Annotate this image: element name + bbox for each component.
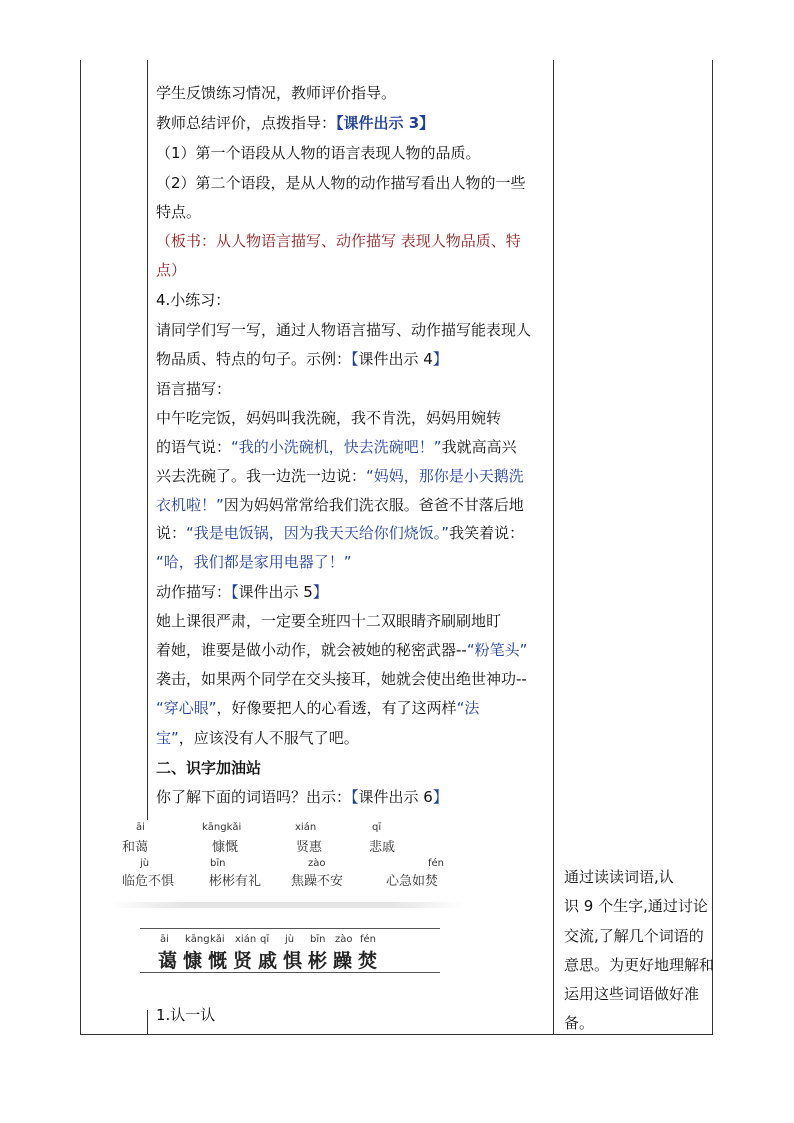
text-line <box>156 669 527 689</box>
char-pinyin: zào <box>335 934 353 945</box>
text-segment: 着她，谁要是做小动作，就会被她的秘密武器-- <box>156 641 467 659</box>
text-segment: 语言描写： <box>156 380 232 398</box>
new-character: 戚 <box>258 950 278 972</box>
text-segment: 【 <box>351 350 359 368</box>
char-strip-bottom-rule <box>140 972 440 973</box>
pinyin-label: kāngkǎi <box>202 822 242 833</box>
new-character: 焚 <box>358 950 378 972</box>
char-pinyin: xián <box>235 934 257 945</box>
text-segment: ，好像要把人的心看透，有了这两样 <box>216 699 457 717</box>
text-line <box>156 202 201 222</box>
new-character: 惧 <box>283 950 303 972</box>
pinyin-label: zào <box>308 858 326 869</box>
text-line <box>156 349 448 369</box>
text-segment: （板书：从人物语言描写、动作描写 表现人物品质、特 <box>156 232 521 250</box>
text-segment: 4.小练习： <box>156 291 231 309</box>
text-segment: 【 <box>231 583 239 601</box>
pinyin-label: xián <box>295 822 317 833</box>
char-pinyin: kǎi <box>210 934 225 945</box>
text-segment: （2）第二个语段，是从人物的动作描写看出人物的一些 <box>156 174 526 192</box>
vocabulary-word: 焦躁不安 <box>291 874 344 889</box>
text-line <box>156 408 501 428</box>
char-pinyin: kāng <box>185 934 210 945</box>
pinyin-label: bīn <box>210 858 226 869</box>
table-border-right <box>712 60 713 1035</box>
design-intent-line: 通过读读词语,认 <box>564 868 674 886</box>
text-line <box>156 640 527 660</box>
vocabulary-divider <box>110 902 465 908</box>
text-line <box>156 113 434 133</box>
text-line <box>156 231 521 251</box>
design-intent-line: 识 9 个生字,通过讨论 <box>564 897 708 915</box>
text-segment: 说： <box>156 524 187 542</box>
text-segment: 袭击，如果两个同学在交头接耳，她就会使出绝世神功-- <box>156 670 527 688</box>
text-line <box>156 552 352 572</box>
text-segment: 的语气说： <box>156 438 232 456</box>
text-line <box>156 83 396 103</box>
text-segment: “法 <box>456 699 480 717</box>
text-line <box>156 260 186 280</box>
text-line <box>156 495 524 515</box>
new-character: 蔼 <box>158 950 178 972</box>
vocabulary-word: 心急如焚 <box>386 874 439 889</box>
recognize-heading: 1.认一认 <box>156 1006 216 1024</box>
vocabulary-image <box>110 820 465 1010</box>
text-segment: 物品质、特点的句子。示例： <box>156 350 352 368</box>
text-segment: 中午吃完饭，妈妈叫我洗碗，我不肯洗，妈妈用婉转 <box>156 409 502 427</box>
text-segment: 学生反馈练习情况，教师评价指导。 <box>156 84 397 102</box>
text-segment: 课件出示 5 <box>238 583 313 601</box>
new-character: 彬 <box>308 950 328 972</box>
vocabulary-word: 临危不惧 <box>122 874 175 889</box>
char-strip-top-rule <box>140 928 440 929</box>
text-segment: “粉笔头” <box>466 641 528 659</box>
lesson-table <box>80 60 713 1035</box>
vocabulary-word: 慷慨 <box>212 840 239 855</box>
design-intent-line: 备。 <box>564 1014 595 1032</box>
text-line <box>156 290 230 310</box>
text-segment: 因为妈妈常常给我们洗衣服。爸爸不甘落后地 <box>223 496 524 514</box>
text-segment: 动作描写： <box>156 583 232 601</box>
design-intent-line: 运用这些词语做好准 <box>564 985 700 1003</box>
text-line <box>156 466 524 486</box>
table-border-left <box>80 60 81 1035</box>
char-pinyin: fén <box>360 934 377 945</box>
text-line <box>156 523 524 543</box>
new-character: 慷 <box>183 950 203 972</box>
pinyin-label: jù <box>140 858 150 869</box>
text-segment: 课件出示 4 <box>358 350 433 368</box>
pinyin-label: āi <box>136 822 145 833</box>
text-segment: 请同学们写一写，通过人物语言描写、动作描写能表现人 <box>156 321 532 339</box>
text-segment: 特点。 <box>156 203 202 221</box>
text-segment: 你了解下面的词语吗？出示： <box>156 788 352 806</box>
text-segment: 我笑着说： <box>449 524 525 542</box>
text-segment: 】 <box>432 350 448 368</box>
vocabulary-word: 贤惠 <box>296 840 323 855</box>
text-segment: “哈，我们都是家用电器了！” <box>156 553 352 571</box>
new-character: 慨 <box>208 950 228 972</box>
text-segment: “穿心眼” <box>156 699 217 717</box>
text-segment: 兴去洗碗了。我一边洗一边说： <box>156 467 367 485</box>
text-line <box>156 379 231 399</box>
vocabulary-word: 和蔼 <box>122 840 149 855</box>
text-segment: “我是电饭锅，因为我天天给你们烧饭。” <box>186 524 450 542</box>
new-character: 躁 <box>333 950 353 972</box>
text-line <box>156 437 517 457</box>
text-segment: 衣机啦！” <box>156 496 224 514</box>
text-line <box>156 698 479 718</box>
table-border-bottom <box>80 1034 713 1035</box>
text-segment: ，应该没有人不服气了吧。 <box>178 729 359 747</box>
new-character: 贤 <box>233 950 253 972</box>
char-pinyin: āi <box>160 934 169 945</box>
text-segment: “妈妈，那你是小天鹅洗 <box>366 467 524 485</box>
text-line <box>156 143 481 163</box>
char-pinyin: bīn <box>310 934 326 945</box>
text-line <box>156 582 328 602</box>
text-line <box>156 728 359 748</box>
text-segment: 】 <box>312 583 328 601</box>
pinyin-label: qī <box>372 822 382 833</box>
text-segment: 】 <box>432 788 448 806</box>
text-segment: 【课件出示 3】 <box>336 114 435 132</box>
text-line <box>156 787 448 807</box>
pinyin-label: fén <box>428 858 445 869</box>
text-segment: 宝” <box>156 729 179 747</box>
vocabulary-word: 悲戚 <box>369 840 396 855</box>
text-segment: 【 <box>351 788 359 806</box>
text-segment: （1）第一个语段从人物的语言表现人物的品质。 <box>156 144 481 162</box>
text-segment: “我的小洗碗机，快去洗碗吧！” <box>231 438 442 456</box>
text-line <box>156 320 531 340</box>
text-line <box>156 173 526 193</box>
vocabulary-word: 彬彬有礼 <box>209 874 262 889</box>
text-segment: 教师总结评价，点拨指导： <box>156 114 337 132</box>
text-segment: 我就高高兴 <box>441 438 517 456</box>
char-pinyin: qī <box>260 934 270 945</box>
text-segment: 她上课很严肃，一定要全班四十二双眼睛齐刷刷地盯 <box>156 612 502 630</box>
char-pinyin: jù <box>285 934 295 945</box>
text-line <box>156 611 501 631</box>
design-intent-line: 交流,了解几个词语的 <box>564 927 704 945</box>
design-intent-line: 意思。为更好地理解和 <box>564 956 715 974</box>
text-line <box>156 758 261 778</box>
text-segment: 二、识字加油站 <box>156 759 262 777</box>
text-segment: 点） <box>156 261 187 279</box>
table-divider-2 <box>553 60 554 1035</box>
text-segment: 课件出示 6 <box>358 788 433 806</box>
